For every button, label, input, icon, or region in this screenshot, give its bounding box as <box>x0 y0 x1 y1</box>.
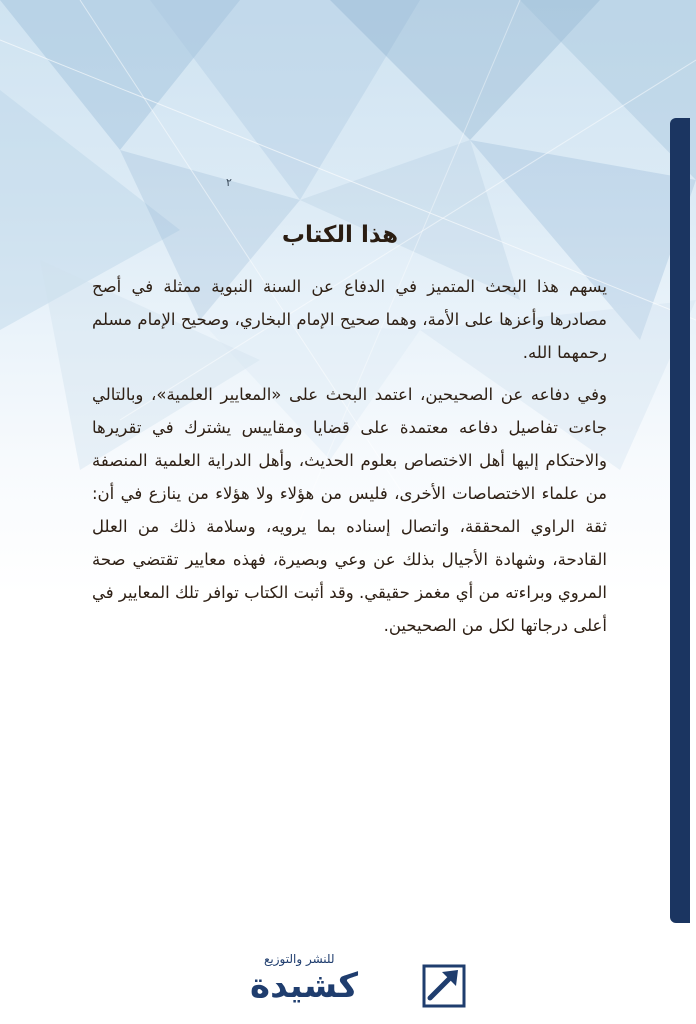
publisher-logo <box>250 952 470 1018</box>
spine-band <box>670 118 690 923</box>
arrow-up-right-icon <box>422 962 468 1010</box>
publisher-name: كشيدة <box>250 966 358 1006</box>
paragraph-1: يسهم هذا البحث المتميز في الدفاع عن السنة النبوية ممثلة في أصح مصادرها وأعزها على الأمة، وهما صحيح الإمام البخاري، وصحيح الإمام مسلم رحمهما الله. <box>92 277 607 362</box>
page-mark: ٢ <box>226 176 232 189</box>
publisher-tagline: للنشر والتوزيع <box>264 952 335 966</box>
paragraph-2: وفي دفاعه عن الصحيحين، اعتمد البحث على «المعايير العلمية»، وبالتالي جاءت تفاصيل دفاعه معتمدة على قضايا ومقاييس يشترك في تقريرها والاحتكام إليها أهل الاختصاص بعلوم الحديث، وأهل الدراية العلمية المنصفة من علماء الاختصاصات الأخرى، فليس من هؤلاء ولا هؤلاء من ينازع في أن: ثقة الراوي المحققة، واتصال إسناده بما يرويه، وسلامة ذلك من العلل القادحة، وشهادة الأجيال بذلك عن وعي وبصيرة، فهذه معايير تقتضي صحة المروي وبراءته من أي مغمز حقيقي. وقد أثبت الكتاب توافر تلك المعايير في أعلى درجاتها لكل من الصحيحين. <box>92 385 607 635</box>
book-section-title: هذا الكتاب <box>281 222 399 248</box>
